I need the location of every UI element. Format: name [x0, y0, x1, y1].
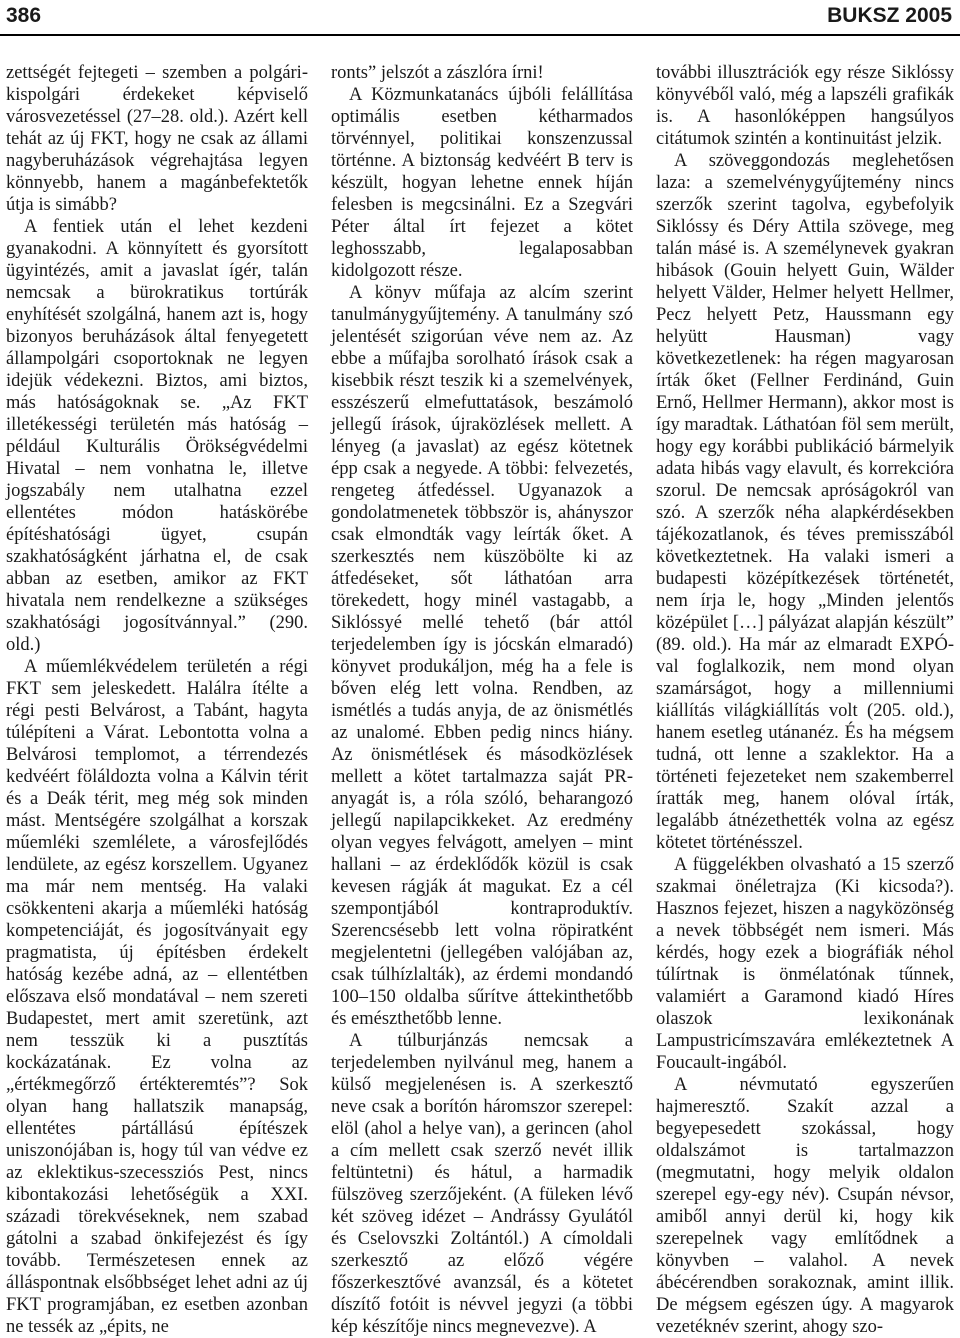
- text-column-1: [6, 62, 308, 1338]
- text-column-3: [656, 62, 954, 1338]
- page-number: 386: [6, 4, 42, 27]
- journal-title: BUKSZ 2005: [827, 4, 952, 27]
- paragraph: A függelékben olvasható a 15 szerző szakmai önéletrajza (Ki kicsoda?). Hasznos fejezet, hiszen a nagyközönség a nevek többségét nem ismeri. Más kérdés, hogy ezek a biográfiák néhol túlírtnak is önmélatónak tűnnek, valamiért a Garamond kiadó Híres olaszok lexikonának Lampustricímszavára emlékeztetnek A Foucault-ingából.: [656, 855, 954, 1073]
- paragraph: A Közmunkatanács újbóli felállítása optimális esetben kétharmados törvénnyel, politikai konszenzussal történne. A biztonság kedvéért B terv is készült, hogyan lehetne ennek híján felesben is megcsinálni. Ez a Szegvári Péter által írt fejezet a kötet leghosszabb, legalaposabban kidolgozott része.: [331, 85, 633, 281]
- paragraph: A névmutató egyszerűen hajmeresztő. Szakít azzal a begyepesedett szokással, hogy oldalszámot is tartalmazzon (megmutatni, hogy melyik oldalon szerepel egy-egy név). Csupán névsor, amiből annyi derül ki, hogy kik szerepelnek vagy említődnek a könyvben – valahol. A nevek ábécérendben sorakoznak, amint illik. De mégsem egészen úgy. A magyarok vezetéknév szerint, ahogy szo-: [656, 1075, 954, 1337]
- paragraph: A fentiek után el lehet kezdeni gyanakodni. A könnyített és gyorsított ügyintézés, amit a javaslat ígér, talán nemcsak a bürokratikus tortúrák enyhítését szolgálná, hanem azt is, hogy bizonyos beruházások által fenyegetett állampolgári csoportoknak ne legyen idejük védekezni. Biztos, ami biztos, más hatóságoknak se. „Az FKT illetékességi területén más hatóság – például Kulturális Örökségvédelmi Hivatal – nem vonhatna le, illetve jogszabály nem utalhatna ezzel ellentétes módon hatáskörébe építéshatósági ügyet, csupán szakhatóságként járhatna el, de csak abban az esetben, amikor az FKT hivatala nem rendelkezne a szükséges szakhatósági jogosítvánnyal.” (290. old.): [6, 217, 308, 655]
- text-column-2: [331, 62, 633, 1338]
- paragraph: A könyv műfaja az alcím szerint tanulmánygyűjtemény. A tanulmány szó jelentését szigorúan véve nem az. Az ebbe a műfajba sorolható írások csak a kisebbik részt teszik ki a szemelvények, esszészerű elmefuttatások, beszámoló jellegű írások, újraközlések mellett. A lényeg (a javaslat) az egész kötetnek épp csak a negyede. A többi: felvezetés, rengeteg átfedéssel. Ugyanazok a gondolatmenetek többször is, ahányszor csak elmondták vagy leírták őket. A szerkesztés nem küszöbölte ki az átfedéseket, sőt láthatóan arra törekedett, hogy minél vastagabb, a Siklóssyé mellé tehető (bár attól terjedelemben így is jócskán elmaradó) könyvet produkáljon, még ha a fele is bőven elég lett volna. Rendben, az ismétlés a tudás anyja, de az önismétlés az unalomé. Ebben pedig nincs hiány. Az önismétlések és másodközlések mellett a kötet tartalmazza saját PR-anyagát is, a róla szóló, beharangozó jellegű napilapcikkeket. Az eredmény olyan vegyes felvágott, amelyen – mint hallani – az érdeklődők közül is csak kevesen rágják át magukat. Ez a cél szempontjából kontraproduktív. Szerencsésebb lett volna röpiratként megjelentetni (jellegében valójában az, csak túlhízlalták), az érdemi mondandó 100–150 oldalba sűrítve áttekinthetőbb és emészthetőbb lenne.: [331, 283, 633, 1029]
- paragraph: A túlburjánzás nemcsak a terjedelemben nyilvánul meg, hanem a külső megjelenésen is. A szerkesztő neve csak a borítón háromszor szerepel: elöl (ahol a helye van), a gerincen (ahol a cím mellett csak szerző nevét illik feltüntetni) és hátul, a harmadik fülszöveg szerzőjeként. (A füleken lévő két szöveg idézet – Andrássy Gyulától és Cselovszki Zoltántól.) A címoldali szerkesztő az előző végére főszerkesztővé avanzsál, és a kötetet díszítő fotóit is névvel jegyzi (a többi kép készítője nincs megnevezve). A: [331, 1031, 633, 1337]
- paragraph: zettségét fejtegeti – szemben a polgári-kispolgári érdekeket képviselő városvezetéssel (27–28. old.). Azért kell tehát az új FKT, hogy ne csak az állami nagyberuházások végrehajtása legyen könnyebb, hanem a magánbefektetők útja is simább?: [6, 63, 308, 215]
- paragraph: ronts” jelszót a zászlóra írni!: [331, 63, 544, 83]
- paragraph: A műemlékvédelem területén a régi FKT sem jeleskedett. Halálra ítélte a régi pesti Belvárost, a Tabánt, hagyta túlépíteni a Várat. Lebontotta volna a Belvárosi templomot, a térrendezés kedvéért föláldozta volna a Kálvin térit és a Deák térit, meg még sok minden mást. Mentségére szolgálhat a korszak műemléki szemlélete, a városfejlődés lendülete, az egész korszellem. Ugyanez ma már nem mentség. Ha valaki csökkenteni akarja a műemléki hatóság kompetenciáját, és jogosítványait egy pragmatista, új építésben érdekelt hatóság kezébe adná, az – ellentétben előszava első mondatával – nem szereti Budapestet, mert amit szeretünk, azt nem tesszük ki a pusztítás kockázatának. Ez volna az „értékmegőrző értékteremtés”? Sok olyan hang hallatszik manapság, ellentétes pártállású építészek uniszonójában is, hogy túl van védve ez az eklektikus-szecessziós Pest, nincs kibontakozási lehetőségük a XXI. századi törekvéseknek, nem szabad gátolni a szabad önkifejezést és így tovább. Természetesen ennek az álláspontnak elsőbbséget lehet adni az új FKT programjában, ez esetben azonban ne tessék az „épits, ne: [6, 657, 308, 1337]
- paragraph: A szöveggondozás meglehetősen laza: a szemelvénygyűjtemény nincs szerzők szerint tagolva, egybefolyik Siklóssy és Déry Attila szövege, meg talán másé is. A személynevek gyakran hibások (Gouin helyett Guin, Wälder helyett Välder, Helmer helyett Hellmer, Pecz helyett Petz, Haussmann egy helyütt Hausman) vagy következetlenek: ha régen magyarosan írták őket (Fellner Ferdinánd, Guin Ernő, Hellmer Hermann), akkor most is így maradtak. Láthatóan föl sem merült, hogy egy korábbi publikáció bármelyik adata hibás vagy elavult, és korrekcióra szorul. De nemcsak apróságokról van szó. A szerzők néha alapkérdésekben tájékozatlanok, és téves premisszából következtetnek. Ha valaki ismeri a budapesti középítkezések történetét, nem írja le, hogy „Minden jelentős középület […] pályázat alapján készült” (89. old.). Ha már az elmaradt EXPÓ-val foglalkozik, nem mond olyan szamárságot, hogy a millenniumi kiállítás világkiállítás volt (205. old.), hanem esetleg utánanéz. És ha mégsem tudná, ott lenne a szaklektor. Ha a történeti fejezeteket nem szakemberrel íratták meg, hanem olóval írták, legalább átnézethették volna az egész kötetet történésszel.: [656, 151, 954, 853]
- page-header: [0, 0, 960, 30]
- header-rule: [0, 34, 960, 36]
- paragraph: további illusztrációk egy része Siklóssy könyvéből való, még a lapszéli grafikák is. A hasonlóképpen hangsúlyos citátumok szintén a kontinuitást jelzik.: [656, 63, 954, 149]
